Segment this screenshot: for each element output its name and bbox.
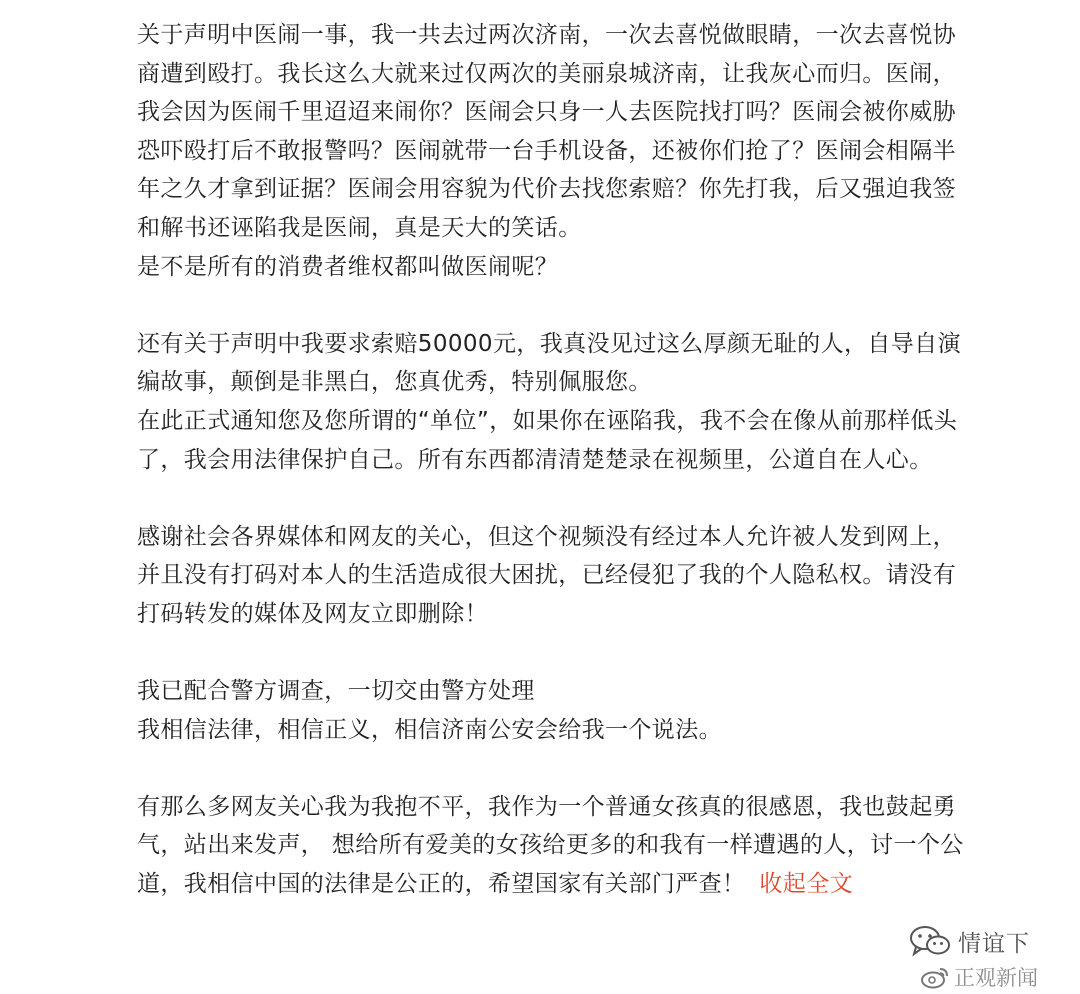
post-line: 有那么多网友关心我为我抱不平，我作为一个普通女孩真的很感恩，我也鼓起勇	[137, 793, 956, 820]
post-line: 商遭到殴打。我长这么大就来过仅两次的美丽泉城济南，让我灰心而归。医闹，	[137, 60, 956, 87]
post-line: 关于声明中医闹一事，我一共去过两次济南，一次去喜悦做眼睛，一次去喜悦协	[137, 22, 956, 48]
post-line: 是不是所有的消费者维权都叫做医闹呢？	[137, 253, 559, 280]
post-line: 还有关于声明中我要求索赔50000元，我真没见过这么厚颜无耻的人，自导自演	[137, 330, 961, 357]
post-line: 在此正式通知您及您所谓的“单位”，如果你在诬陷我，我不会在像从前那样低头	[137, 407, 958, 434]
post-line: 了，我会用法律保护自己。所有东西都清清楚楚录在视频里，公道自在人心。	[137, 446, 933, 473]
post-paragraph	[137, 325, 1037, 479]
watermark-weibo	[920, 962, 1038, 992]
post-line: 我会因为医闹千里迢迢来闹你？医闹会只身一人去医院找打吗？医闹会被你威胁	[137, 99, 956, 126]
weibo-icon	[920, 965, 950, 989]
post-line	[137, 865, 1037, 904]
post-line: 编故事，颠倒是非黑白，您真优秀，特别佩服您。	[137, 369, 652, 396]
post-line: 和解书还诬陷我是医闹，真是天大的笑话。	[137, 214, 582, 241]
post-paragraph	[137, 788, 1037, 904]
post-line: 我相信法律，相信正义，相信济南公安会给我一个说法。	[137, 716, 722, 743]
post-line: 恐吓殴打后不敢报警吗？医闹就带一台手机设备，还被你们抢了？医闹会相隔半	[137, 137, 956, 164]
post-line: 我已配合警方调查，一切交由警方处理	[137, 678, 535, 705]
post-paragraph	[137, 672, 1037, 749]
post-line: 感谢社会各界媒体和网友的关心，但这个视频没有经过本人允许被人发到网上，	[137, 523, 956, 550]
post-line: 打码转发的媒体及网友立即删除！	[137, 600, 488, 627]
post-line-text: 道，我相信中国的法律是公正的，希望国家有关部门严查！	[137, 871, 746, 898]
post-line: 气，站出来发声， 想给所有爱美的女孩给更多的和我有一样遭遇的人，讨一个公	[137, 832, 964, 859]
post-body	[137, 16, 1037, 904]
post-paragraph	[137, 16, 1037, 286]
watermark-weibo-name: 正观新闻	[954, 966, 1038, 990]
post-line: 年之久才拿到证据？医闹会用容貌为代价去找您索赔？你先打我，后又强迫我签	[137, 176, 956, 203]
collapse-full-text-link[interactable]: 收起全文	[759, 871, 854, 898]
wechat-icon	[908, 924, 952, 958]
watermark-wechat	[908, 924, 1030, 958]
watermark	[908, 922, 1080, 993]
post-line: 并且没有打码对本人的生活造成很大困扰，已经侵犯了我的个人隐私权。请没有	[137, 562, 956, 589]
watermark-wechat-name: 情谊下	[958, 930, 1030, 957]
post-paragraph	[137, 518, 1037, 634]
